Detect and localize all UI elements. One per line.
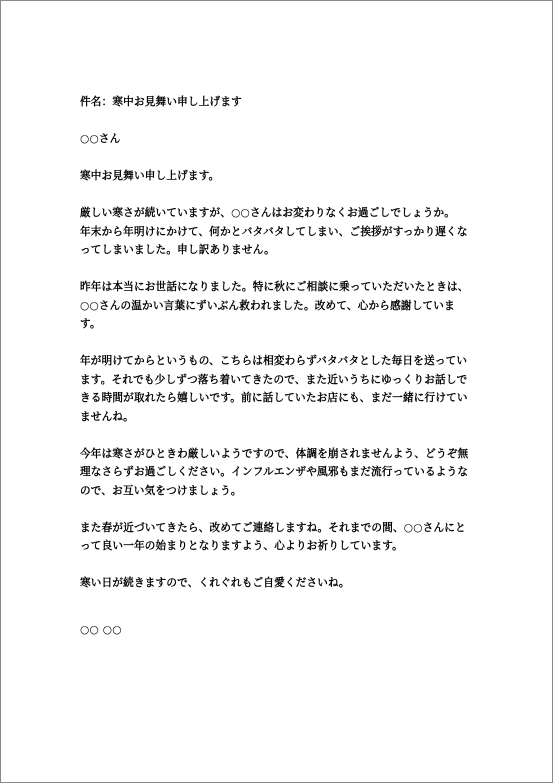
letter-greeting: 寒中お見舞い申し上げます。 (80, 170, 220, 182)
letter-subject: 件名：寒中お見舞い申し上げます (80, 96, 242, 108)
letter-body (80, 93, 475, 658)
letter-paragraph: 厳しい寒さが続いていますが、○○さんはお変わりなくお過ごしでしょうか。 年末から年明けにかけて、何かとバタバタしてしまい、ご挨拶がすっかり遅くなってしまいました。申し訳ありません。 (80, 207, 468, 256)
letter-paragraph: 昨年は本当にお世話になりました。特に秋にご相談に乗っていただいたときは、○○さんの温かい言葉にずいぶん救われました。改めて、心から感謝しています。 (80, 281, 469, 330)
letter-paragraph: また春が近づいてきたら、改めてご連絡しますね。それまでの間、○○さんにとって良い一年の始まりとなりますよう、心よりお祈りしています。 (80, 521, 466, 552)
letter-paragraph: 寒い日が続きますので、くれぐれもご自愛くださいね。 (80, 577, 350, 589)
letter-addressee: ○○さん (80, 133, 121, 145)
letter-paragraph: 今年は寒さがひときわ厳しいようですので、体調を崩されませんよう、どうぞ無理なさらずお過ごしください。インフルエンザや風邪もまだ流行っているようなので、お互い気をつけましょう。 (80, 447, 469, 497)
letter-paragraph: 年が明けてからというもの、こちらは相変わらずバタバタとした毎日を送っています。それでも少しずつ落ち着いてきたので、また近いうちにゆっくりお話しできる時間が取れたら嬉しいです。前に話していたお店にも、まだ一緒に行けていませんね。 (80, 355, 468, 423)
letter-signature: ○○ ○○ (80, 623, 122, 636)
